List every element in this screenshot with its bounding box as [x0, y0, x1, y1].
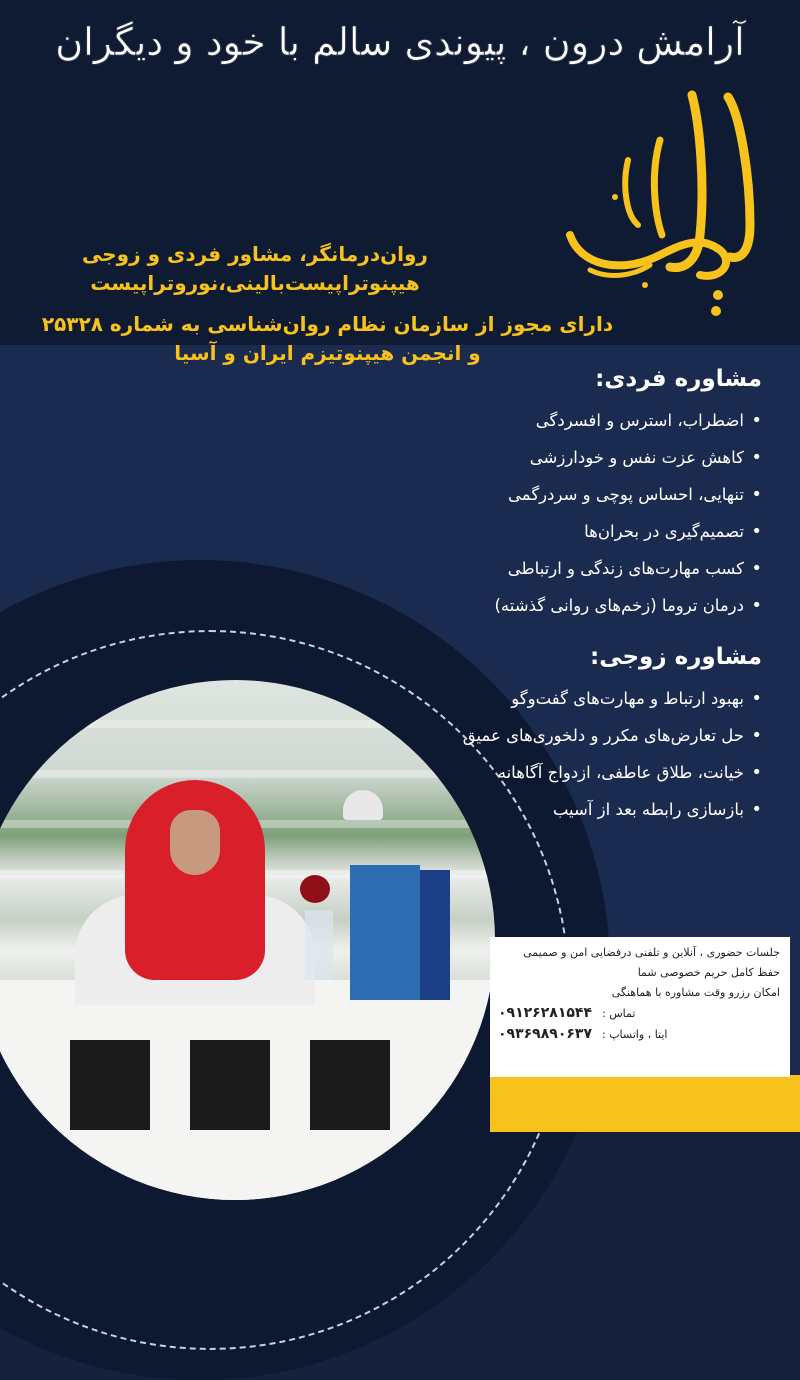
contact-info-box	[490, 937, 790, 1077]
info-line: امکان رزرو وقت مشاوره با هماهنگی	[611, 986, 780, 999]
list-item: • درمان تروما (زخم‌های روانی گذشته)	[494, 587, 744, 624]
list-item: • کاهش عزت نفس و خودارزشی	[494, 439, 744, 476]
credential-line: هیپنوتراپیست‌بالینی،نوروتراپیست	[90, 271, 420, 295]
section-title: مشاوره زوجی:	[590, 644, 762, 670]
phone-number[interactable]: ۰۹۱۲۶۲۸۱۵۴۴	[498, 1005, 592, 1021]
calligraphy-logo	[550, 85, 780, 345]
service-list	[494, 402, 762, 624]
window-blind	[0, 770, 495, 778]
couples-counseling-section	[463, 644, 762, 828]
therapist-photo	[0, 680, 495, 1200]
logo-dot	[713, 290, 723, 300]
messenger-label: ایتا ، واتساپ :	[602, 1028, 668, 1041]
phone-label: تماس :	[602, 1007, 636, 1020]
credential-line: و انجمن هیپنوتیزم ایران و آسیا	[174, 341, 481, 365]
messenger-number[interactable]: ۰۹۳۶۹۸۹۰۶۳۷	[498, 1026, 592, 1042]
list-item: • بهبود ارتباط و مهارت‌های گفت‌وگو	[463, 680, 744, 717]
books	[420, 870, 450, 1000]
credential-line: دارای مجوز از سازمان نظام روان‌شناسی به شماره ۲۵۳۲۸	[41, 312, 614, 336]
info-line: جلسات حضوری ، آنلاین و تلفنی درفضایی امن و صمیمی	[523, 946, 780, 959]
logo-dot	[642, 282, 648, 288]
accent-bar	[490, 1075, 800, 1132]
logo-stroke	[654, 140, 662, 235]
headline: آرامش درون ، پیوندی سالم با خود و دیگران	[55, 20, 745, 64]
credentials	[20, 240, 490, 298]
phone-row	[498, 1003, 780, 1024]
list-item: • حل تعارض‌های مکرر و دلخوری‌های عمیق	[463, 717, 744, 754]
credential-line: روان‌درمانگر، مشاور فردی و زوجی	[82, 242, 428, 266]
desk-drawer	[310, 1040, 390, 1130]
vase	[305, 910, 333, 980]
individual-counseling-section	[494, 366, 762, 624]
credentials-license	[15, 310, 640, 368]
desk-lamp	[343, 790, 383, 820]
rose	[300, 875, 330, 903]
list-item: • خیانت، طلاق عاطفی، ازدواج آگاهانه	[463, 754, 744, 791]
desk-drawer	[190, 1040, 270, 1130]
therapist-face	[170, 810, 220, 875]
list-item: • تنهایی، احساس پوچی و سردرگمی	[494, 476, 744, 513]
logo-dot	[711, 306, 721, 316]
service-list	[463, 680, 762, 828]
info-line: حفظ کامل حریم خصوصی شما	[637, 966, 780, 979]
list-item: • اضطراب، استرس و افسردگی	[494, 402, 744, 439]
window-blind	[0, 720, 495, 728]
books	[350, 865, 420, 1000]
desk-drawer	[70, 1040, 150, 1130]
logo-stroke	[728, 97, 750, 258]
section-title: مشاوره فردی:	[595, 366, 762, 392]
messenger-row	[498, 1024, 780, 1045]
list-item: • تصمیم‌گیری در بحران‌ها	[494, 513, 744, 550]
logo-stroke	[625, 160, 638, 225]
logo-dot	[612, 194, 618, 200]
list-item: • بازسازی رابطه بعد از آسیب	[463, 791, 744, 828]
list-item: • کسب مهارت‌های زندگی و ارتباطی	[494, 550, 744, 587]
